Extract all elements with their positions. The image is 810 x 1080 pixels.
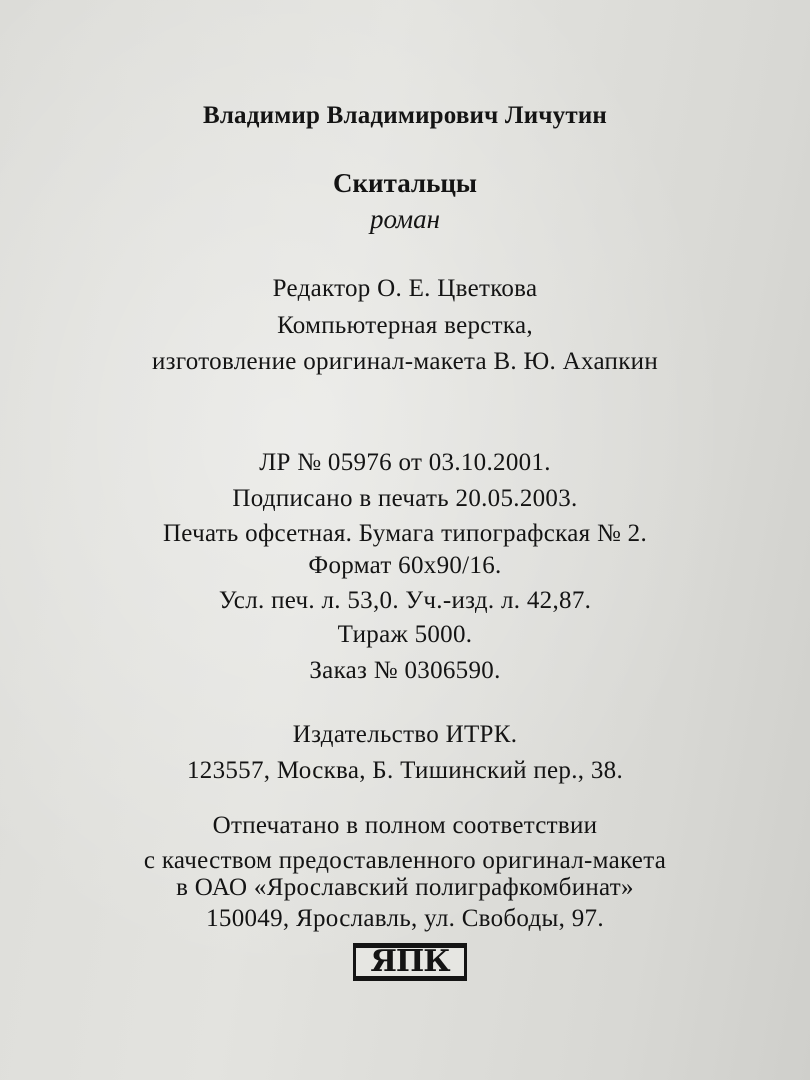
credit-layout: Компьютерная верстка,: [277, 312, 533, 339]
credit-mockup: изготовление оригинал-макета В. Ю. Ахапкин: [152, 348, 658, 375]
printer-logo: [353, 943, 467, 981]
imprint-paper: Печать офсетная. Бумага типографская № 2.: [162, 520, 648, 547]
publisher-address: 123557, Москва, Б. Тишинский пер., 38.: [186, 757, 624, 784]
printer-line-1: Отпечатано в полном соответствии: [212, 812, 598, 839]
printer-line-2: с качеством предоставленного оригинал-макета: [143, 847, 667, 874]
imprint-circulation: Тираж 5000.: [337, 621, 473, 648]
imprint-license: ЛР № 05976 от 03.10.2001.: [259, 449, 551, 476]
imprint-order: Заказ № 0306590.: [309, 657, 501, 684]
book-genre: роман: [369, 204, 441, 234]
printer-line-3: в ОАО «Ярославский полиграфкомбинат»: [176, 874, 634, 901]
book-title: Скитальцы: [332, 168, 477, 198]
imprint-signed: Подписано в печать 20.05.2003.: [232, 485, 578, 512]
imprint-format: Формат 60x90/16.: [308, 552, 502, 579]
printer-line-4: 150049, Ярославль, ул. Свободы, 97.: [206, 905, 604, 932]
printer-logo-text: ЯПК: [356, 946, 464, 978]
publisher-name: Издательство ИТРК.: [292, 721, 518, 748]
imprint-sheets: Усл. печ. л. 53,0. Уч.-изд. л. 42,87.: [218, 587, 592, 614]
credit-editor: Редактор О. Е. Цветкова: [272, 275, 538, 302]
author-name: Владимир Владимирович Личутин: [202, 102, 608, 129]
